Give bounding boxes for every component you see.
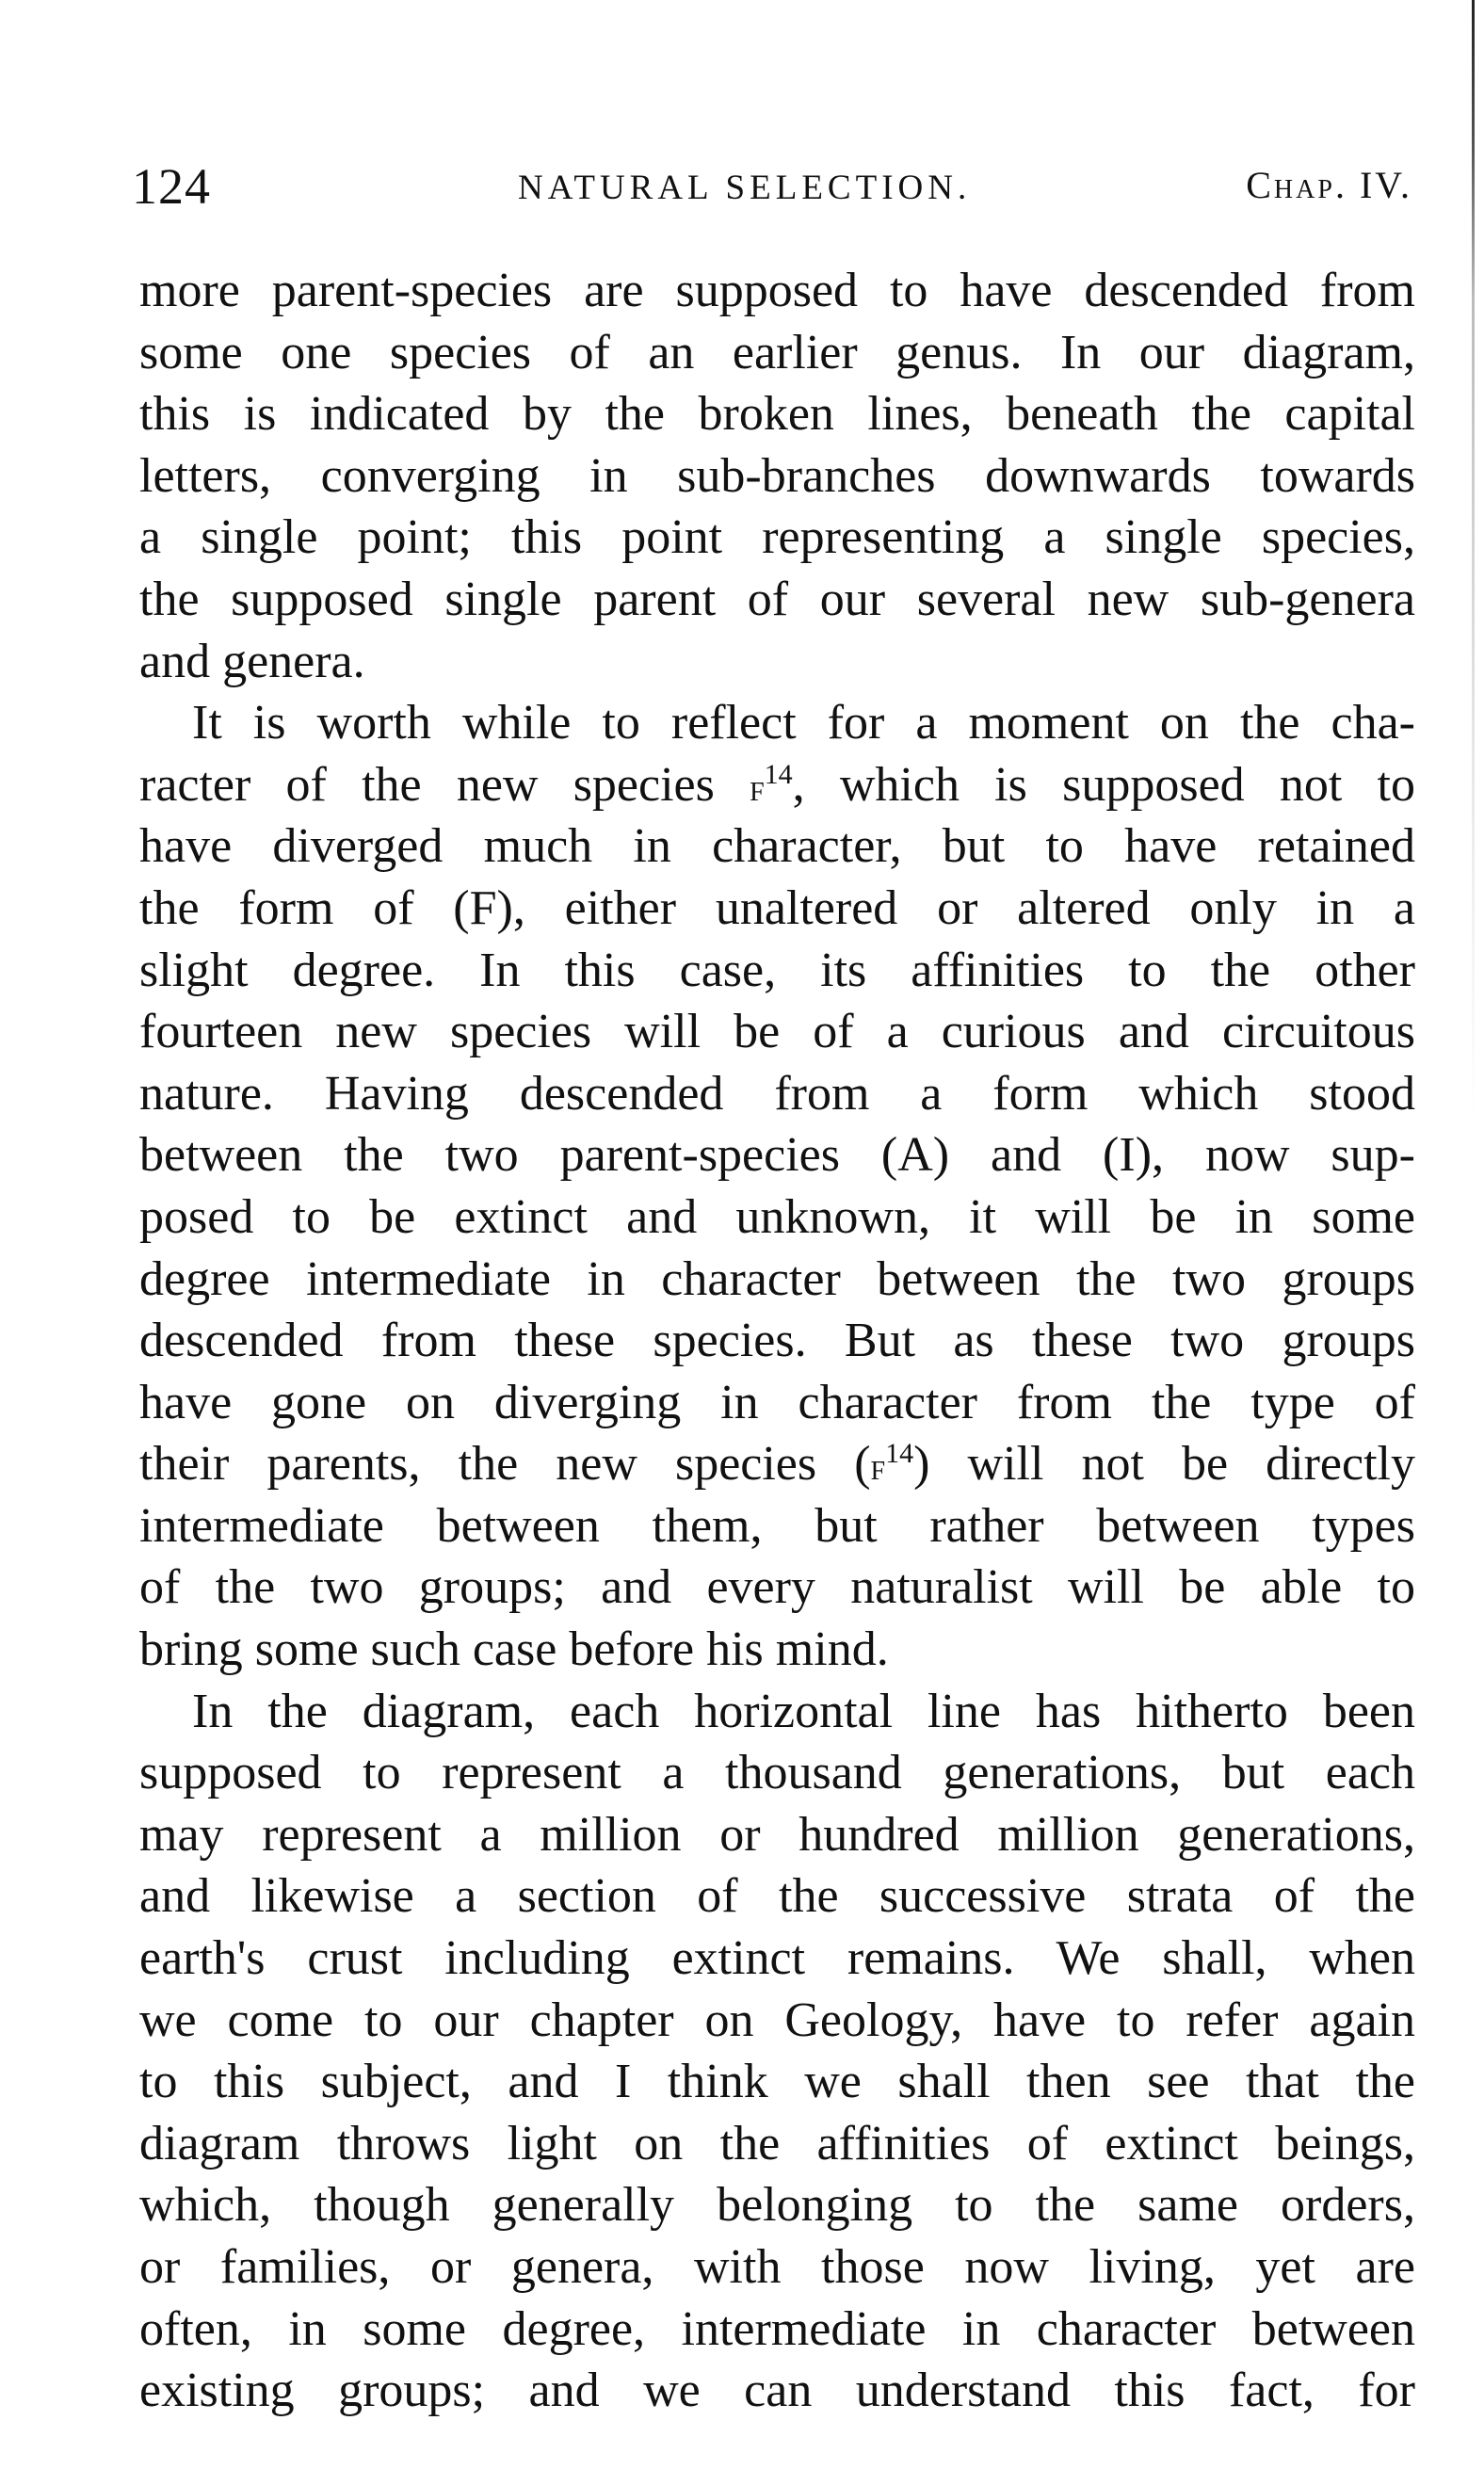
paragraph-1 (139, 260, 1415, 692)
scan-edge (1472, 0, 1475, 2485)
text-line: descended from these species. But as these two groups (139, 1314, 1415, 1368)
species-letter: f (750, 766, 765, 809)
text-line: between the two parent-species (A) and (I), now sup- (139, 1128, 1415, 1183)
text-line: often, in some degree, intermediate in character between (139, 2301, 1415, 2356)
text-line: and likewise a section of the successive strata of the (139, 1869, 1415, 1924)
text-line: more parent-species are supposed to have descended from (139, 264, 1415, 317)
text-line: a single point; this point representing a single species, (139, 510, 1415, 565)
text-line: have gone on diverging in character from the type of (139, 1375, 1415, 1429)
text-line: diagram throws light on the affinities of extinct beings, (139, 2116, 1415, 2170)
body-text (139, 260, 1415, 2422)
page-number: 124 (132, 158, 211, 215)
text-line: of the two groups; and every naturalist will be able to (139, 1560, 1415, 1615)
text-line-with-species (139, 754, 1415, 816)
text-line: posed to be extinct and unknown, it will be in some (139, 1189, 1415, 1244)
text-line: earth's crust including extinct remains. We shall, when (139, 1931, 1415, 1986)
text-line: the supposed single parent of our several new sub-genera (139, 572, 1415, 626)
text-fragment: , which is supposed not to (792, 757, 1415, 812)
chapter-reference: Chap. IV. (1246, 164, 1412, 206)
running-head (132, 158, 1412, 215)
text-line-with-species (139, 1433, 1415, 1495)
text-line: may represent a million or hundred million generations, (139, 1807, 1415, 1862)
text-line: we come to our chapter on Geology, have to refer again (139, 1993, 1415, 2047)
text-line: which, though generally belonging to the same orders, (139, 2178, 1415, 2233)
species-superscript: 14 (885, 1438, 914, 1470)
text-line: In the diagram, each horizontal line has hitherto been (192, 1684, 1415, 1738)
text-line: degree intermediate in character between the two groups (139, 1251, 1415, 1306)
text-line: some one species of an earlier genus. In our diagram, (139, 325, 1415, 379)
text-fragment: ) will not be directly (913, 1437, 1415, 1492)
text-line: the form of (F), either unaltered or altered only in a (139, 880, 1415, 935)
text-line: and genera. (139, 634, 365, 688)
text-fragment: their parents, the new species ( (139, 1437, 871, 1492)
text-line: to this subject, and I think we shall then see that the (139, 2055, 1415, 2109)
paragraph-3 (139, 1681, 1415, 2422)
species-letter: f (870, 1445, 886, 1489)
text-line: bring some such case before his mind. (139, 1622, 889, 1677)
text-line: have diverged much in character, but to have retained (139, 819, 1415, 874)
text-line: letters, converging in sub-branches downwards towards (139, 448, 1415, 503)
text-line: supposed to represent a thousand generations, but each (139, 1746, 1415, 1800)
text-line: slight degree. In this case, its affinities to the other (139, 943, 1415, 997)
text-line: this is indicated by the broken lines, beneath the capital (139, 387, 1415, 442)
text-line: intermediate between them, but rather between types (139, 1498, 1415, 1553)
text-line: existing groups; and we can understand this fact, for (139, 2364, 1415, 2418)
paragraph-2 (139, 692, 1415, 1681)
species-superscript: 14 (764, 758, 793, 790)
text-line: fourteen new species will be of a curious and circuitous (139, 1005, 1415, 1059)
running-title: NATURAL SELECTION. (518, 169, 972, 207)
text-line: or families, or genera, with those now living, yet are (139, 2240, 1415, 2294)
text-line: It is worth while to reflect for a moment on the cha- (192, 696, 1415, 750)
text-line: nature. Having descended from a form which stood (139, 1066, 1415, 1121)
text-fragment: racter of the new species (139, 757, 750, 812)
